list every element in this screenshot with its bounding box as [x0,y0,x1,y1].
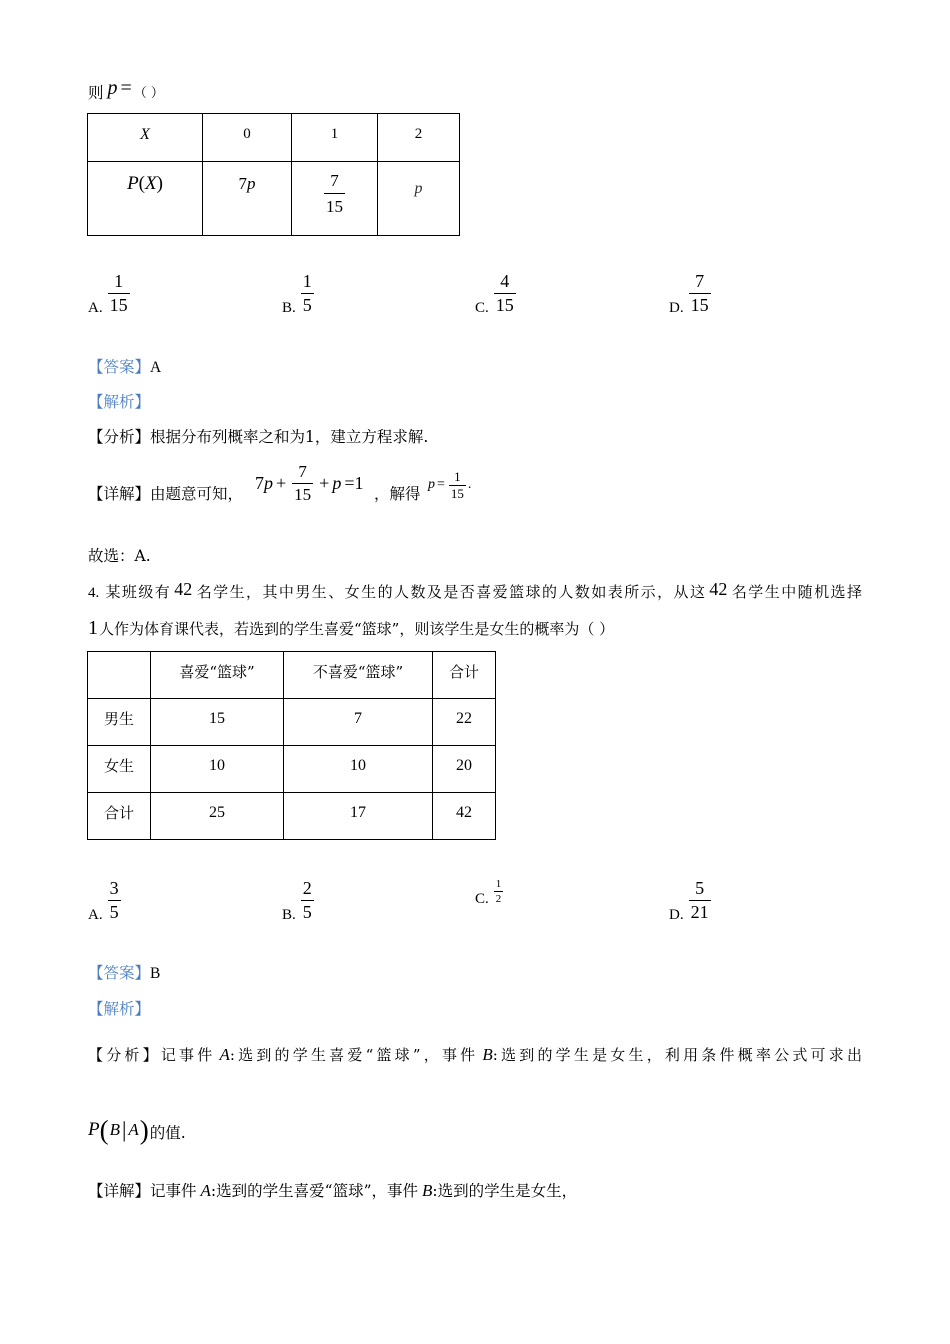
prob-arg: X [145,173,157,194]
denominator: 5 [109,902,119,922]
table-cell [292,162,378,236]
table-cell [151,652,284,699]
header-x: X [140,126,150,143]
question-4-stem-line-2 [88,618,614,639]
analysis-heading-3: 【解析】 [88,393,151,411]
analysis-label: 【分析】 [88,1046,161,1064]
table-header-row [88,114,460,162]
answer-3 [88,357,161,378]
option-a [88,270,130,317]
eq-var1: p [264,472,273,493]
table-cell [284,699,433,746]
stem-text: 某班级有 [105,583,172,601]
header-value-0: 0 [243,126,251,142]
table-cell [378,114,460,162]
cell-value: 10 [209,757,225,774]
eq-plus-1: + [276,472,287,493]
table-cell [88,746,151,793]
option-fraction [108,270,130,317]
option-letter: A. [88,300,103,316]
table-cell [88,793,151,840]
detail-label: 【详解】 [88,485,151,503]
option-letter: D. [669,907,684,923]
option-fraction [301,270,314,317]
option-letter: A. [88,907,103,923]
result-equals: = [437,477,445,492]
cell-value: 10 [350,757,366,774]
option-c [475,270,516,317]
prob-open-paren: ( [138,173,145,194]
analysis-3 [88,427,428,447]
result-var: p [428,477,435,492]
analysis-text: :选到的学生是女生，利用条件概率公式可求出 [492,1046,862,1064]
option-fraction [494,270,516,317]
result-fraction [449,469,466,502]
denominator: 15 [495,295,514,315]
cell-value: 17 [350,804,366,821]
question-3-stem [88,78,164,104]
stem-blank: （ ） [133,86,164,101]
table-cell [433,699,496,746]
numerator: 1 [495,878,502,890]
answer-value: A [150,359,162,376]
option-letter: C. [475,891,489,907]
coef: 7 [238,174,247,193]
event-a: A [219,1045,230,1064]
prob-func: P [88,1119,100,1140]
answer-4 [88,963,160,984]
analysis-4-line-2 [88,1114,186,1146]
option-letter: B. [282,300,296,316]
detail-result [428,470,471,500]
var: p [247,174,256,193]
table-cell [203,162,292,236]
analysis-text: 根据分布列概率之和为1，建立方程求解. [150,428,429,446]
distribution-table [87,113,460,236]
option-c [475,877,503,908]
cell-value: 20 [456,757,472,774]
numerator: 2 [302,878,312,898]
option-letter: C. [475,300,489,316]
stem-text: 名学生中随机选择 [730,583,862,601]
numerator: 7 [695,271,705,291]
option-fraction [494,877,504,906]
numerator: 1 [302,271,312,291]
header-value-1: 1 [330,126,339,142]
detail-mid-text: ，解得 [374,485,421,503]
analysis-heading-4: 【解析】 [88,1000,151,1018]
stem-text: 名学生，其中男生、女生的人数及是否喜爱篮球的人数如表所示，从这 [195,583,707,601]
answer-label: 【答案】 [88,358,151,376]
open-paren: ( [99,1115,109,1145]
option-fraction [689,270,711,317]
denominator: 15 [109,295,128,315]
question-4-stem-line-1 [88,581,862,603]
option-d [669,877,711,924]
given-bar: | [122,1117,127,1142]
stem-number: 1 [88,617,98,639]
stem-number: 42 [709,579,728,599]
analysis-text: :选到的学生喜爱“篮球”，事件 [229,1046,479,1064]
denominator: 15 [450,485,464,501]
table-cell [88,162,203,236]
detail-intro [88,484,243,504]
table-cell [378,162,460,236]
numerator: 4 [500,271,510,291]
answer-value: B [150,965,161,982]
cell-value: 25 [209,804,225,821]
eq-plus-2: + [319,472,330,493]
prob-func: P [127,173,139,194]
option-b [282,877,314,924]
detail-4 [88,1181,577,1201]
detail-3 [88,460,508,506]
row-label: 男生 [103,710,134,728]
denominator: 2 [495,893,502,905]
option-b [282,270,314,317]
row-label: 女生 [103,757,134,775]
close-paren: ) [139,1115,149,1145]
option-a [88,877,121,924]
numerator: 1 [454,468,461,484]
answer-label: 【答案】 [88,964,151,982]
eq-rhs: =1 [344,472,364,493]
numerator: 5 [695,878,705,898]
table-row [88,746,496,793]
header-dislike: 不喜爱“篮球” [312,663,404,681]
table-cell [151,746,284,793]
question-number: 4. [88,585,100,601]
table-cell [88,699,151,746]
denominator: 5 [302,902,312,922]
table-cell-empty [88,652,151,699]
event-a: A [200,1181,211,1200]
option-letter: D. [669,300,684,316]
denominator: 5 [302,295,312,315]
denominator: 21 [690,902,709,922]
table-cell [88,114,203,162]
table-cell [151,699,284,746]
header-value-2: 2 [414,126,423,142]
prob-7p [239,172,256,196]
denominator: 15 [324,193,345,219]
stem-equals: = [120,77,132,99]
detail-label: 【详解】 [88,1182,151,1200]
table-cell [433,746,496,793]
prob-fraction [324,168,345,219]
table-header-row [88,652,496,699]
numerator: 1 [114,271,124,291]
detail-text: :选到的学生是女生， [432,1182,578,1200]
event-b: B [482,1045,493,1064]
detail-equation [255,460,366,506]
detail-text: :选到的学生喜爱“篮球”，事件 [210,1182,418,1200]
cell-value: 22 [456,710,472,727]
numerator: 7 [330,171,339,190]
eq-coef: 7 [255,472,264,493]
row-label: 合计 [103,804,134,822]
cell-value: 7 [354,710,362,727]
table-cell [284,652,433,699]
probability-label [127,172,163,194]
analysis-text: 的值. [149,1124,186,1142]
analysis-text: 记事件 [160,1046,216,1064]
denominator: 15 [690,295,709,315]
result-period: . [467,477,472,492]
eq-var2: p [332,472,342,493]
event-b: B [422,1181,433,1200]
stem-number: 42 [174,579,193,599]
option-fraction [689,877,711,924]
event-b: B [109,1120,120,1139]
conclusion-3: 故选：A. [88,547,151,565]
option-fraction [301,877,314,924]
table-cell [284,793,433,840]
option-letter: B. [282,907,296,923]
numerator: 7 [298,461,307,481]
header-like: 喜爱“篮球” [179,663,255,681]
option-fraction [108,877,121,924]
contingency-table [87,651,496,840]
table-row [88,162,460,236]
analysis-label: 【分析】 [88,428,151,446]
eq-fraction [292,461,313,506]
table-cell [203,114,292,162]
table-cell [433,793,496,840]
stem-text: 人作为体育课代表，若选到的学生喜爱“篮球”，则该学生是女生的概率为（ ） [99,620,615,638]
option-d [669,270,711,317]
detail-text: 记事件 [150,1182,197,1200]
stem-variable: p [107,77,118,99]
cell-value: 15 [209,710,225,727]
numerator: 3 [109,878,119,898]
analysis-4-line-1 [88,1045,862,1065]
table-row [88,699,496,746]
detail-intro-text: 由题意可知， [150,485,244,503]
table-cell [284,746,433,793]
table-cell [151,793,284,840]
table-row [88,793,496,840]
table-cell [292,114,378,162]
event-a: A [128,1120,139,1139]
prob-close-paren: ) [156,173,163,194]
cell-value: 42 [456,804,472,821]
denominator: 15 [294,484,312,504]
stem-prefix: 则 [88,84,104,102]
table-cell [433,652,496,699]
prob-p: p [414,180,423,197]
header-total: 合计 [448,663,479,681]
